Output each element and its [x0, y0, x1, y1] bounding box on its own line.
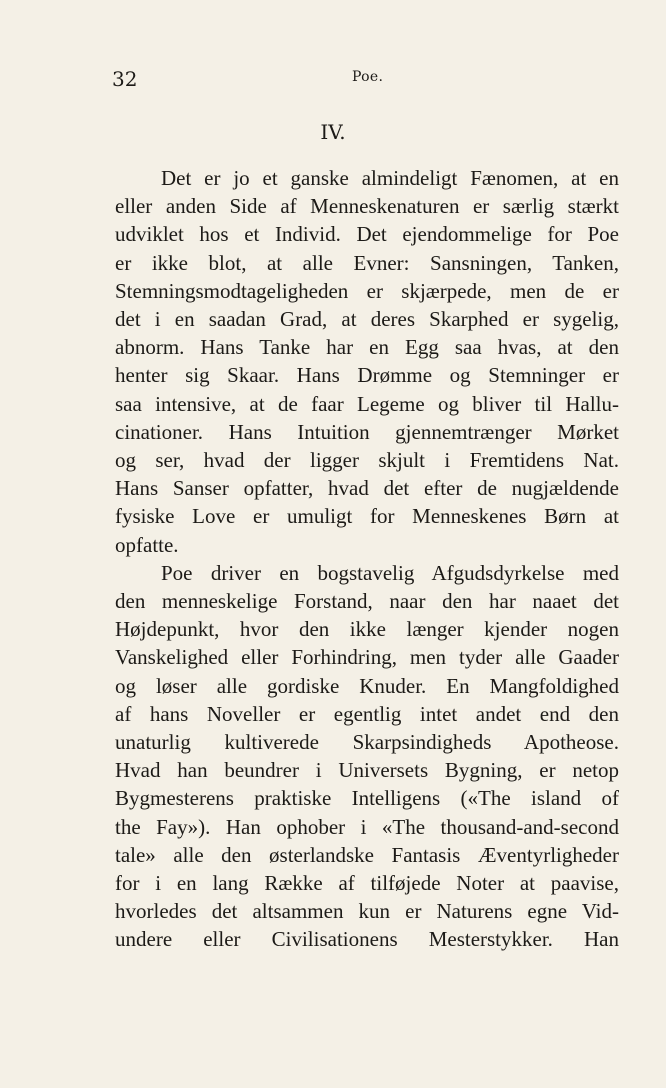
text-line: the Fay»). Han ophober i «The thousand-and-second — [115, 814, 619, 839]
running-head: Poe. — [352, 69, 384, 85]
text-line: hvorledes det altsammen kun er Naturens egne Vid- — [115, 899, 619, 924]
chapter-heading: IV. — [320, 120, 346, 144]
text-line: undere eller Civilisationens Mesterstykker. Han — [115, 927, 619, 952]
text-line: udviklet hos et Individ. Det ejendommelige for Poe — [115, 222, 619, 247]
text-line: den menneskelige Forstand, naar den har naaet det — [115, 589, 619, 614]
text-line: unaturlig kultiverede Skarpsindigheds Apotheose. — [115, 730, 619, 755]
text-line: er ikke blot, at alle Evner: Sansningen, Tanken, — [115, 250, 619, 275]
text-line: Hvad han beundrer i Universets Bygning, er netop — [115, 758, 619, 783]
page-number: 32 — [112, 67, 138, 91]
text-line: Det er jo et ganske almindeligt Fænomen, at en — [161, 166, 619, 190]
text-line: og løser alle gordiske Knuder. En Mangfoldighed — [115, 673, 619, 698]
paragraph-1 — [115, 164, 619, 559]
body-text — [115, 164, 619, 954]
paragraph-2 — [115, 559, 619, 954]
text-line: eller anden Side af Menneskenaturen er særlig stærkt — [115, 194, 619, 219]
text-line: Poe driver en bogstavelig Afgudsdyrkelse med — [161, 560, 619, 585]
text-line: for i en lang Række af tilføjede Noter at paavise, — [115, 871, 619, 896]
text-line: Hans Sanser opfatter, hvad det efter de nugjældende — [115, 476, 619, 501]
text-line: Stemningsmodtageligheden er skjærpede, men de er — [115, 278, 619, 303]
text-line: og ser, hvad der ligger skjult i Fremtidens Nat. — [115, 448, 619, 473]
text-line: henter sig Skaar. Hans Drømme og Stemninger er — [115, 363, 619, 388]
text-line: opfatte. — [115, 532, 179, 557]
text-line: cinationer. Hans Intuition gjennemtrænger Mørket — [115, 419, 619, 444]
text-line: tale» alle den østerlandske Fantasis Æventyrligheder — [115, 842, 619, 867]
text-line: fysiske Love er umuligt for Menneskenes Børn at — [115, 504, 619, 529]
text-line: Bygmesterens praktiske Intelligens («The island of — [115, 786, 619, 811]
text-line: det i en saadan Grad, at deres Skarphed er sygelig, — [115, 307, 619, 332]
text-line: af hans Noveller er egentlig intet andet end den — [115, 701, 619, 726]
text-line: Højdepunkt, hvor den ikke længer kjender nogen — [115, 617, 619, 642]
text-line: abnorm. Hans Tanke har en Egg saa hvas, at den — [115, 335, 619, 360]
text-line: saa intensive, at de faar Legeme og bliver til Hallu- — [115, 391, 619, 416]
text-line: Vanskelighed eller Forhindring, men tyder alle Gaader — [115, 645, 619, 670]
